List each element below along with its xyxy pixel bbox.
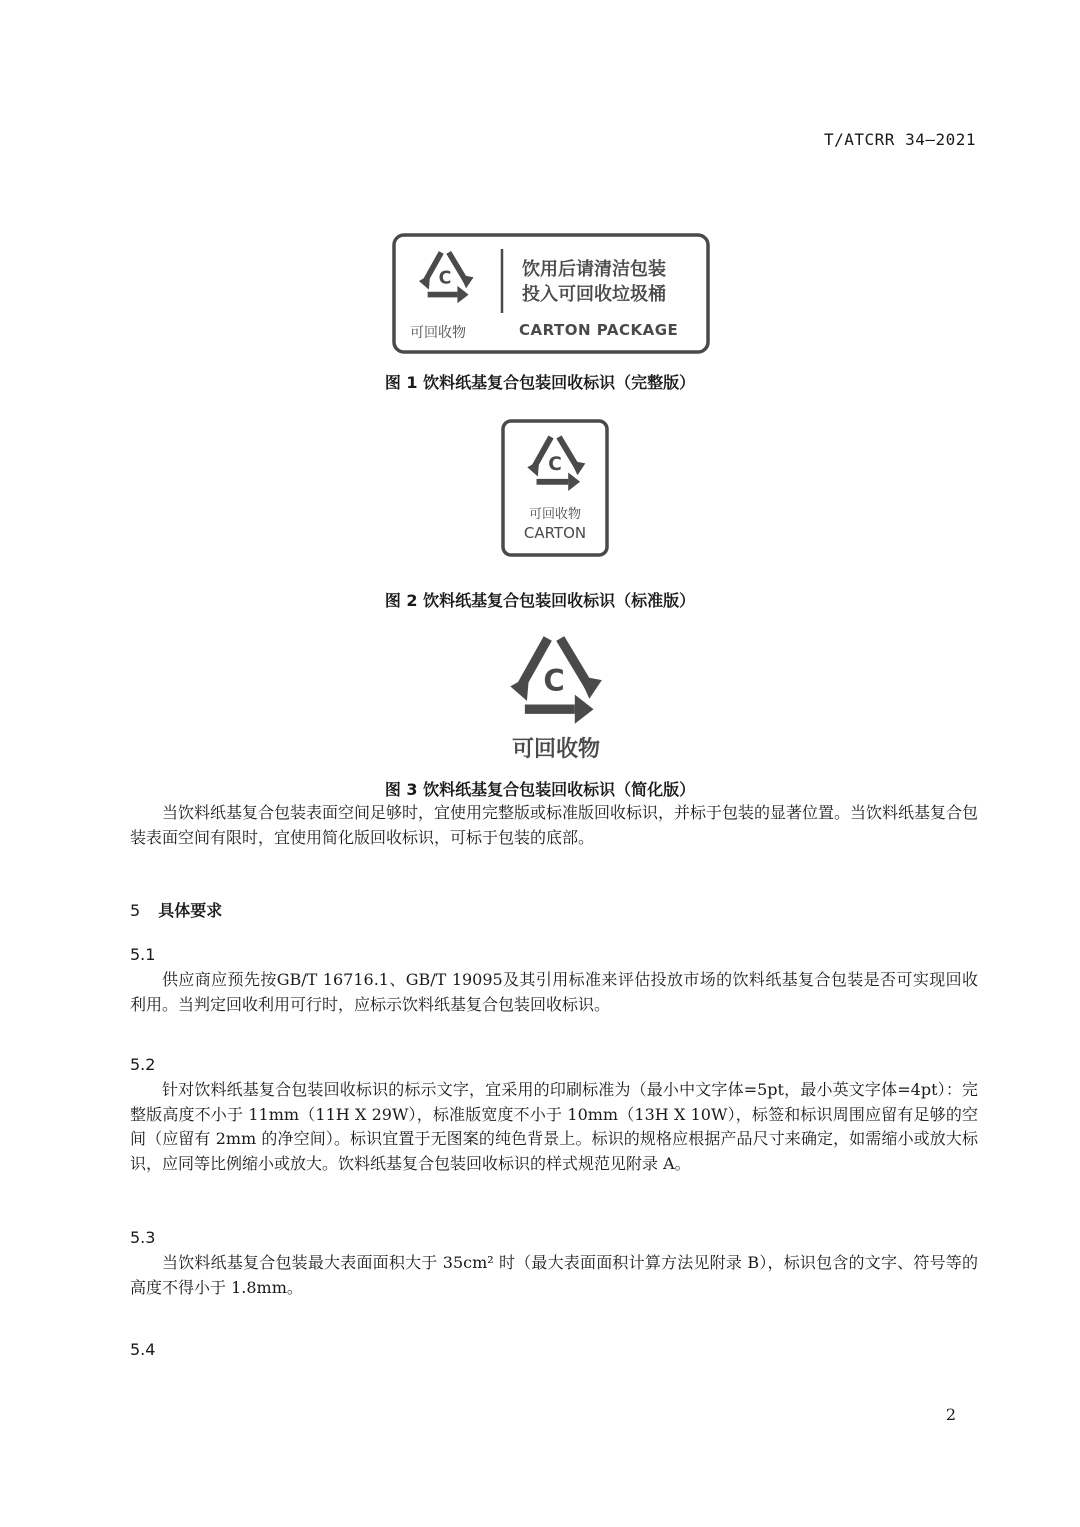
clause-number: 5.3 [130,1228,156,1247]
figure-2-caption: 图 2 饮料纸基复合包装回收标识（标准版） [384,591,696,610]
section-title: 具体要求 [158,901,223,920]
clause-text: 针对饮料纸基复合包装回收标识的标示文字，宜采用的印刷标准为（最小中文字体=5pt，最小英文字体=4pt）：完整版高度不小于 11mm（11H X 29W），标准版宽度不小于 10mm（13H X 10W），标签和标识周围应留有足够的空间（应留有 2mm 的净空间）。标识宜置于无图案的纯色背景上。标识的规格应根据产品尺寸来确定，如需缩小或放大标识，应同等比例缩小或放大。饮料纸基复合包装回收标识的样式规范见附录 A。 [130,1080,978,1173]
figure2-en-label: CARTON [523,524,587,542]
figure2-cn-label: 可回收物 [528,507,581,522]
clause-number: 5.4 [130,1340,156,1359]
recycle-icon [419,252,474,303]
document-code: T/ATCRR 34—2021 [824,130,976,149]
clause-number: 5.2 [130,1055,156,1074]
figure1-en-label: CARTON PACKAGE [519,321,679,339]
intro-paragraph: 当饮料纸基复合包装表面空间足够时，宜使用完整版或标准版回收标识，并标于包装的显著位置。当饮料纸基复合包装表面空间有限时，宜使用简化版回收标识，可标于包装的底部。 [130,803,979,847]
section-number: 5 [130,901,141,920]
figure1-cn-label: 可回收物 [410,325,466,341]
clause-text: 当饮料纸基复合包装最大表面面积大于 35cm² 时（最大表面面积计算方法见附录 B），标识包含的文字、符号等的高度不得小于 1.8mm。 [130,1253,978,1297]
figure-3-simplified-label [500,626,612,766]
recycle-icon [510,638,602,723]
svg-text:C: C [438,268,452,289]
figure-2-standard-label [501,419,609,557]
svg-text:C: C [543,663,565,698]
figure-1-full-label [392,233,710,354]
clause-number: 5.1 [130,945,156,964]
recycle-icon [527,437,585,491]
figure-3-caption: 图 3 饮料纸基复合包装回收标识（简化版） [384,780,696,799]
svg-text:C: C [548,453,562,475]
figure-1-caption: 图 1 饮料纸基复合包装回收标识（完整版） [384,373,696,392]
figure1-line1: 饮用后请清洁包装 [522,259,666,280]
figure3-cn-label: 可回收物 [511,737,600,762]
figure1-line2: 投入可回收垃圾桶 [522,284,666,305]
page-number: 2 [945,1405,956,1424]
section-heading [130,898,222,921]
clause-text: 供应商应预先按GB/T 16716.1、GB/T 19095及其引用标准来评估投放市场的饮料纸基复合包装是否可实现回收利用。当判定回收利用可行时，应标示饮料纸基复合包装回收标识。 [130,970,978,1014]
